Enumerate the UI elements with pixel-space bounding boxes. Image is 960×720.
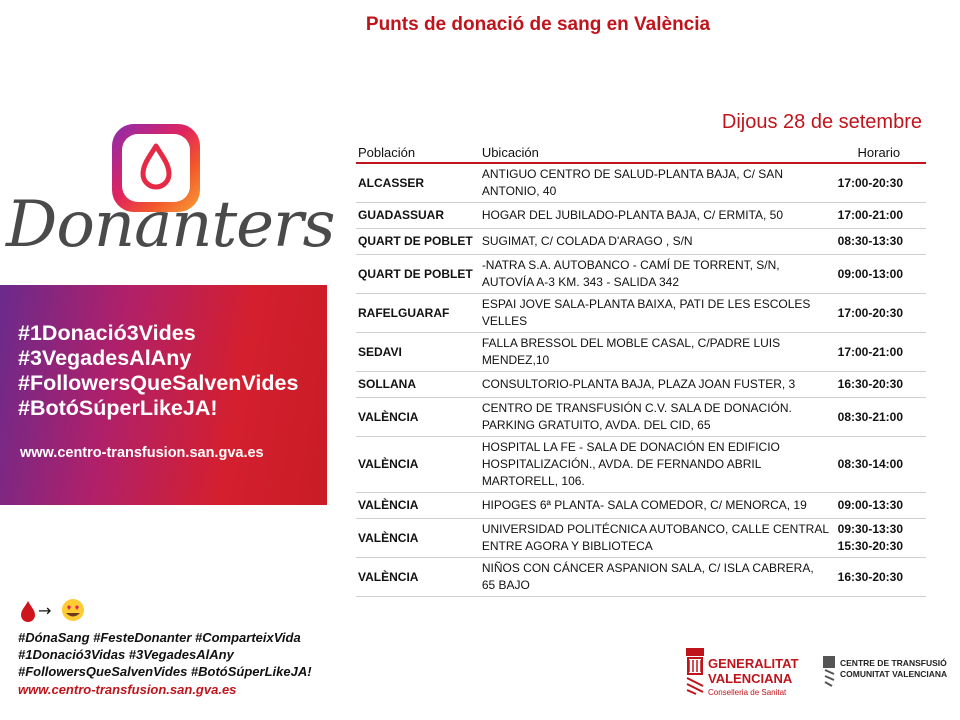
footer-tag-line: #FollowersQueSalvenVides #BotóSúperLikeJA! <box>18 664 312 679</box>
banner-tag: #3VegadesAlAny <box>18 346 192 370</box>
cell-ubicacion: SUGIMAT, C/ COLADA D'ARAGO , S/N <box>480 229 832 255</box>
table-row <box>356 163 926 203</box>
generalitat-line2: VALENCIANA <box>708 671 793 686</box>
table-row <box>356 229 926 255</box>
cell-ubicacion: NIÑOS CON CÁNCER ASPANION SALA, C/ ISLA CABRERA, 65 BAJO <box>480 558 832 597</box>
generalitat-line1: GENERALITAT <box>708 656 799 671</box>
cell-poblacion: VALÈNCIA <box>356 558 480 597</box>
table-row <box>356 255 926 294</box>
cell-horario: 08:30-13:30 <box>832 229 926 255</box>
footer-tag-line: #1Donació3Vidas #3VegadesAlAny <box>18 647 234 662</box>
donation-points-table <box>356 142 926 597</box>
table-row <box>356 493 926 519</box>
ctcv-line2: COMUNITAT VALENCIANA <box>840 669 948 679</box>
page-title: Punts de donació de sang en València <box>365 14 711 35</box>
cell-poblacion: SEDAVI <box>356 333 480 372</box>
table-row <box>356 333 926 372</box>
donanters-wordmark: Donanters <box>6 188 335 262</box>
banner-tag: #BotóSúperLikeJA! <box>18 396 218 420</box>
footer-url[interactable]: www.centro-transfusion.san.gva.es <box>18 682 237 697</box>
date-heading: Dijous 28 de setembre <box>721 111 922 133</box>
ctcv-line1: CENTRE DE TRANSFUSIÓ <box>840 658 947 668</box>
drop-to-smile-emojis <box>18 598 98 629</box>
table-row <box>356 558 926 597</box>
cell-ubicacion: CENTRO DE TRANSFUSIÓN C.V. SALA DE DONACIÓN. PARKING GRATUITO, AVDA. DEL CID, 65 <box>480 398 832 437</box>
cell-poblacion: SOLLANA <box>356 372 480 398</box>
generalitat-emblem-icon <box>684 646 706 696</box>
table-header-row <box>356 142 926 163</box>
cell-poblacion: VALÈNCIA <box>356 398 480 437</box>
cell-horario: 17:00-20:30 <box>832 163 926 203</box>
generalitat-sub: Conselleria de Sanitat <box>708 688 787 697</box>
cell-poblacion: RAFELGUARAF <box>356 294 480 333</box>
cell-ubicacion: ESPAI JOVE SALA-PLANTA BAIXA, PATI DE LES ESCOLES VELLES <box>480 294 832 333</box>
table-row <box>356 519 926 558</box>
cell-horario: 09:00-13:30 <box>832 493 926 519</box>
cell-ubicacion: HOSPITAL LA FE - SALA DE DONACIÓN EN EDIFICIO HOSPITALIZACIÓN., AVDA. DE FERNANDO ABRIL MARTORELL, 106. <box>480 437 832 493</box>
generalitat-valenciana-logo <box>684 646 799 701</box>
cell-ubicacion: FALLA BRESSOL DEL MOBLE CASAL, C/PADRE LUIS MENDEZ,10 <box>480 333 832 372</box>
cell-horario: 09:00-13:00 <box>832 255 926 294</box>
cell-poblacion: VALÈNCIA <box>356 437 480 493</box>
header-horario: Horario <box>832 142 926 163</box>
table-row <box>356 398 926 437</box>
centre-transfusio-emblem-icon <box>820 654 838 688</box>
cell-horario: 08:30-14:00 <box>832 437 926 493</box>
cell-horario: 17:00-21:00 <box>832 333 926 372</box>
cell-poblacion: VALÈNCIA <box>356 493 480 519</box>
cell-poblacion: QUART DE POBLET <box>356 229 480 255</box>
table-row <box>356 437 926 493</box>
cell-ubicacion: ANTIGUO CENTRO DE SALUD-PLANTA BAJA, C/ SAN ANTONIO, 40 <box>480 163 832 203</box>
cell-poblacion: QUART DE POBLET <box>356 255 480 294</box>
cell-ubicacion: CONSULTORIO-PLANTA BAJA, PLAZA JOAN FUSTER, 3 <box>480 372 832 398</box>
banner-tag: #FollowersQueSalvenVides <box>18 371 299 395</box>
cell-poblacion: VALÈNCIA <box>356 519 480 558</box>
hashtag-banner <box>0 285 327 505</box>
table-row <box>356 294 926 333</box>
table-row <box>356 203 926 229</box>
banner-hashtags <box>18 321 298 421</box>
cell-horario: 17:00-20:30 <box>832 294 926 333</box>
smiling-face-heart-eyes-icon <box>62 599 84 621</box>
header-poblacion: Población <box>356 142 480 163</box>
banner-url[interactable]: www.centro-transfusion.san.gva.es <box>20 445 264 461</box>
cell-horario <box>832 519 926 558</box>
cell-horario: 16:30-20:30 <box>832 558 926 597</box>
footer-tag-line: #DónaSang #FesteDonanter #ComparteixVida <box>18 630 301 645</box>
cell-ubicacion: HIPOGES 6ª PLANTA- SALA COMEDOR, C/ MENORCA, 19 <box>480 493 832 519</box>
banner-tag: #1Donació3Vides <box>18 321 196 345</box>
horario-line: 09:30-13:30 <box>837 522 904 536</box>
cell-ubicacion: HOGAR DEL JUBILADO-PLANTA BAJA, C/ ERMITA, 50 <box>480 203 832 229</box>
cell-ubicacion: -NATRA S.A. AUTOBANCO - CAMÍ DE TORRENT, S/N, AUTOVÍA A-3 KM. 343 - SALIDA 342 <box>480 255 832 294</box>
centre-transfusio-logo <box>820 654 948 693</box>
cell-poblacion: ALCASSER <box>356 163 480 203</box>
table-row <box>356 372 926 398</box>
footer-hashtags <box>18 629 312 680</box>
cell-poblacion: GUADASSUAR <box>356 203 480 229</box>
arrow-icon: → <box>38 601 52 620</box>
horario-line: 15:30-20:30 <box>837 539 904 553</box>
blood-drop-icon <box>21 601 35 622</box>
cell-horario: 17:00-21:00 <box>832 203 926 229</box>
cell-ubicacion: UNIVERSIDAD POLITÉCNICA AUTOBANCO, CALLE CENTRAL ENTRE AGORA Y BIBLIOTECA <box>480 519 832 558</box>
cell-horario: 16:30-20:30 <box>832 372 926 398</box>
header-ubicacion: Ubicación <box>480 142 832 163</box>
cell-horario: 08:30-21:00 <box>832 398 926 437</box>
